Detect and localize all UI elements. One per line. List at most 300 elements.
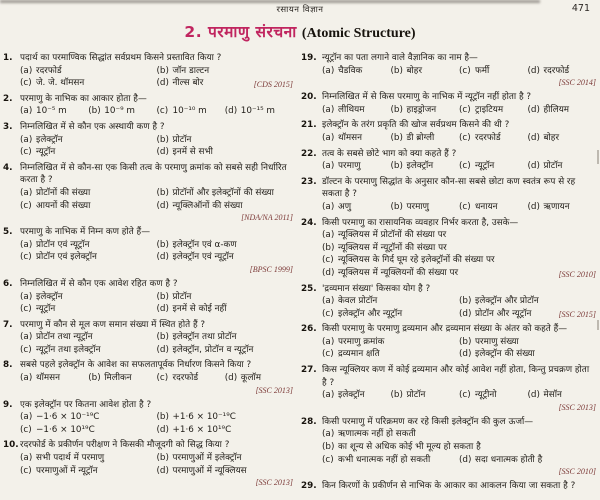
option-text: हाइड्रोजन [406,104,437,115]
option-b [157,187,294,200]
option-text: परमाणुओं में इलेक्ट्रॉन [172,453,242,464]
option-c [459,65,528,78]
question-body [322,91,596,116]
option-label: (b) [390,65,403,76]
option-label: (d) [322,267,335,278]
option-label: (a) [20,332,33,343]
question-29 [301,480,596,493]
option-d [157,424,294,437]
option-label: (b) [390,104,403,115]
options [322,104,596,117]
question-text: किसी परमाणु के परमाणु द्रव्यमान और द्रव्यमान संख्या के अंतर को कहते हैं— [322,324,568,335]
option-text: इनमें से सभी [172,147,213,158]
option-text: फर्मी [475,65,490,76]
question-number: 3. [3,121,13,132]
scan-artifact-edge [597,150,599,164]
question-number: 20. [301,92,317,103]
question-body [322,176,596,214]
option-text: सदा धनात्मक होती है [475,454,543,465]
option-label: (c) [459,390,471,401]
question-body [20,226,293,275]
option-label: (b) [156,239,169,250]
option-c [20,200,157,213]
question-number: 28. [301,416,317,427]
option-a [322,336,459,349]
option-label: (a) [322,132,335,143]
option-b [322,441,596,454]
option-text: इलेक्ट्रॉन [406,161,434,172]
question-body [322,119,596,144]
question-body [20,399,293,437]
exam-source-tag: [CDS 2015] [253,79,293,89]
option-b [391,104,460,117]
question-body [322,148,596,173]
option-a [20,331,157,344]
question-text: किसी परमाणु का रासायनिक व्यवहार निर्भर करता है, उसके— [322,217,519,228]
question-23 [301,176,596,214]
question-body [20,439,293,488]
option-a [322,160,391,173]
option-label: (d) [156,200,169,211]
option-c [20,424,157,437]
option-label: (d) [224,373,238,384]
option-text: −1·6 × 10⁻¹⁹C [36,412,100,423]
option-label: (b) [88,373,101,384]
option-b [391,389,460,402]
exam-source-tag: [SSC 2013] [255,385,293,395]
option-label: (a) [322,104,335,115]
option-text: थॉमसन [338,132,362,143]
option-label: (a) [322,230,335,241]
option-text: इलेक्ट्रॉन [36,291,63,302]
options [322,336,596,361]
question-number: 7. [3,319,13,330]
option-c [322,348,459,361]
exam-source-tag: [SSC 2010] [558,269,596,279]
question-number: 26. [301,324,317,335]
option-b [157,411,294,424]
option-text: न्यूट्रॉन [36,304,56,315]
option-label: (a) [20,239,33,250]
question-columns [0,50,600,496]
option-label: (c) [322,349,334,360]
question-text: रदरफोर्ड के प्रकीर्णन परीक्षण ने किसकी मौजूदगी को सिद्ध किया ? [20,440,230,451]
page-number: 471 [571,3,590,14]
option-d [322,267,596,280]
option-c [459,132,528,145]
option-text: न्यूट्रॉन [36,147,56,158]
question-text: परमाणु के नाभिक में निम्न कण होते हैं— [20,227,151,238]
option-text: न्यूक्लियस में प्रोटॉनों की संख्या पर [338,230,447,241]
option-text: इलेक्ट्रॉन [36,134,63,145]
option-text: प्रोटॉनों की संख्या [36,187,91,198]
options [20,291,293,316]
question-number: 10. [3,440,19,451]
question-body [20,359,293,395]
option-b [157,452,294,465]
option-text: 10⁻⁹ m [104,106,135,117]
option-label: (d) [459,454,472,465]
option-a [20,65,157,78]
option-text: थॉमसन [36,373,60,384]
option-a [20,452,157,465]
option-d [157,465,294,478]
option-text: प्रोटॉन [543,161,563,172]
option-c [459,201,528,214]
question-text: तत्व के सबसे छोटे भाग को क्या कहते हैं ? [322,148,457,159]
option-label: (b) [459,336,472,347]
option-label: (c) [459,132,471,143]
question-25 [301,283,596,321]
option-label: (d) [156,424,169,435]
option-a [322,132,391,145]
options [322,229,596,279]
option-label: (a) [20,134,33,145]
option-b [157,239,294,252]
option-a [322,229,596,242]
option-text: बोहर [406,65,423,76]
option-label: (a) [322,65,335,76]
option-text: रदरफोर्ड [543,65,570,76]
question-body [20,319,293,357]
option-text: +1·6 × 10¹⁹C [172,424,232,435]
exam-source-tag: [SSC 2015] [558,310,596,320]
exam-source-tag: [SSC 2013] [255,478,293,488]
options [20,239,293,264]
question-number: 25. [301,283,317,294]
option-text: −1·6 × 10¹⁹C [36,424,95,435]
option-b [391,132,460,145]
options [20,187,293,212]
chapter-title-english: (Atomic Structure) [301,26,416,41]
option-text: द्रव्यमान क्षति [338,349,380,360]
options [322,389,596,402]
option-text: प्रोटॉन [406,390,426,401]
question-text: निम्नलिखित में से कौन एक आवेश रहित कण है ? [20,278,178,289]
option-label: (c) [20,424,32,435]
option-b [157,331,294,344]
question-text: निम्नलिखित में से किस परमाणु के नाभिक में न्यूट्रॉन नहीं होता है ? [322,92,532,103]
options [20,331,293,356]
option-text: इलेक्ट्रॉन एवं α-कण [172,239,237,250]
question-number: 29. [301,481,317,492]
options [322,295,596,320]
option-text: न्यूक्लियस के गिर्द घूम रहे इलेक्ट्रॉनों की संख्या पर [338,255,495,266]
option-text: का शून्य से अधिक कोई भी मूल्य हो सकता है [338,442,481,453]
question-20 [301,91,596,116]
option-a [20,239,157,252]
option-label: (a) [322,336,335,347]
option-text: ऋणात्मक नहीं हो सकती [338,429,416,440]
option-label: (b) [156,291,169,302]
option-label: (d) [527,104,540,115]
option-label: (c) [20,252,32,263]
option-text: इलेक्ट्रॉन की संख्या [475,349,535,360]
question-1 [3,52,293,90]
option-d [459,348,596,361]
options [20,452,293,477]
option-text: कभी धनात्मक नहीं हो सकती [338,454,431,465]
option-b [88,372,156,385]
scan-artifact-edge [597,320,599,330]
options [322,132,596,145]
option-d [157,200,294,213]
question-text: परमाणु के नाभिक का आकार होता है— [20,93,147,104]
exam-source-tag: [BPSC 1999] [249,264,293,274]
page-header [0,0,600,17]
option-label: (c) [20,78,32,89]
option-label: (c) [156,373,169,384]
question-22 [301,148,596,173]
option-b [459,336,596,349]
option-d [528,160,597,173]
option-label: (c) [322,255,334,266]
question-8 [3,359,293,395]
option-text: परमाणु [338,161,361,172]
option-text: न्यूक्लियस में न्यूक्लियनों की संख्या पर [338,267,459,278]
option-c [157,105,225,118]
question-body [322,52,596,88]
question-text: निम्नलिखित में से कौन-सा एक किसी तत्व के परमाणु क्रमांक को सबसे सही निर्धारित करता है ? [20,162,287,186]
option-a [20,187,157,200]
option-text: प्रोटॉनों और इलेक्ट्रॉनों की संख्या [172,187,274,198]
question-number: 6. [3,278,13,289]
question-body [322,364,596,413]
option-text: परमाणु संख्या [475,336,519,347]
question-9 [3,399,293,437]
option-a [322,201,391,214]
option-text: लीथियम [338,104,365,115]
option-label: (b) [390,390,403,401]
options [322,428,596,466]
option-d [225,105,293,118]
option-label: (d) [224,106,238,117]
option-b [157,65,294,78]
option-text: रदरफोर्ड [36,65,62,76]
option-label: (d) [527,65,540,76]
question-4 [3,162,293,223]
option-d [528,132,597,145]
option-label: (a) [20,453,33,464]
option-label: (b) [156,412,169,423]
option-label: (c) [459,65,471,76]
option-text: प्रोटॉन एवं न्यूट्रॉन [36,239,90,250]
question-number: 23. [301,176,317,187]
question-2 [3,93,293,118]
question-number: 27. [301,365,317,376]
option-d [528,65,597,78]
question-number: 19. [301,53,317,63]
question-body [322,283,596,321]
question-6 [3,278,293,316]
options [20,65,293,90]
option-c [459,389,528,402]
question-text: परमाणु में कौन से मूल कण समान संख्या में स्थित होते हैं ? [20,319,206,330]
question-10 [3,439,293,488]
option-c [20,344,157,357]
option-text: प्रोटॉन [172,291,192,302]
option-label: (c) [20,344,32,355]
option-text: 10⁻¹⁵ m [240,106,276,117]
option-c [459,104,528,117]
question-number: 22. [301,148,317,159]
option-label: (a) [20,373,33,384]
option-b [391,201,460,214]
question-text: डॉल्टन के परमाणु सिद्धांत के अनुसार कौन-सा सबसे छोटा कण स्वतंत्र रूप से रह सकता है ? [322,176,576,200]
option-label: (c) [20,200,32,211]
option-text: हीलियम [543,104,570,115]
question-28 [301,416,596,477]
option-label: (a) [322,161,335,172]
options [20,134,293,159]
option-text: आयनों की संख्या [36,200,91,211]
option-a [20,411,157,424]
question-number: 4. [3,162,13,173]
option-label: (b) [322,242,335,253]
option-d [225,372,293,385]
question-text: न्यूट्रॉन का पता लगाने वाले वैज्ञानिक का नाम है— [322,53,478,63]
option-text: न्यूक्लिऑनों की संख्या [172,200,243,211]
exam-source-tag: [SSC 2010] [558,467,596,477]
option-label: (c) [459,104,471,115]
question-text: किन किरणों के प्रकीर्णन से नाभिक के आकार का आकलन किया जा सकता है ? [322,481,576,492]
option-label: (a) [20,291,33,302]
question-number: 9. [3,399,13,410]
option-text: डी ब्रोग्ली [406,132,435,143]
question-number: 5. [3,227,13,238]
option-label: (b) [156,134,169,145]
option-label: (b) [156,332,169,343]
option-d [157,146,294,159]
option-text: परमाणु [406,201,429,212]
option-b [157,134,294,147]
option-label: (b) [390,161,403,172]
options [20,372,293,385]
option-c [20,465,157,478]
option-label: (a) [20,106,33,117]
question-27 [301,364,596,413]
left-column [3,52,293,496]
exam-source-tag: [NDA/NA 2011] [241,213,293,223]
option-text: इनमें से कोई नहीं [172,304,227,315]
question-body [20,121,293,159]
option-text: मेसॉन [543,390,562,401]
question-body [322,217,596,280]
option-label: (d) [527,390,540,401]
option-d [157,303,294,316]
option-a [322,428,596,441]
question-number: 24. [301,217,317,228]
option-d [528,389,597,402]
option-text: केवल प्रोटॉन [338,296,378,307]
option-text: इलेक्ट्रॉन और न्यूट्रॉन [338,308,403,319]
question-text: किस न्यूक्लियर कण में कोई द्रव्यमान और कोई आवेश नहीं होता, किन्तु प्रचक्रण होता है ? [322,365,590,388]
option-label: (b) [459,296,472,307]
options [322,65,596,78]
option-d [528,104,597,117]
chapter-title [0,23,600,43]
option-c [459,160,528,173]
header-subject: रसायन विज्ञान [276,5,324,15]
option-text: न्यूक्लियस में न्यूट्रॉनों की संख्या पर [338,242,447,253]
option-text: धनायन [475,201,498,212]
option-d [459,454,596,467]
option-d [157,344,294,357]
question-19 [301,52,596,88]
option-label: (d) [527,161,540,172]
option-text: प्रोटॉन एवं इलेक्ट्रॉन [36,252,97,263]
options [20,411,293,436]
option-text: नील्स बोर [172,78,204,89]
option-label: (b) [390,201,403,212]
option-text: मिलीकन [104,373,132,384]
option-c [20,251,157,264]
chapter-title-hindi: 2. परमाणु संरचना [184,23,297,41]
question-number: 8. [3,360,13,371]
option-label: (d) [156,304,169,315]
option-text: कूलॉम [240,373,262,384]
option-label: (a) [322,390,335,401]
question-text: पदार्थ का परमाण्विक सिद्धांत सर्वप्रथम किसने प्रस्तावित किया ? [20,53,222,63]
option-label: (d) [156,344,169,355]
option-label: (b) [88,106,101,117]
option-a [20,372,88,385]
option-label: (d) [527,201,540,212]
option-label: (c) [20,304,32,315]
option-label: (b) [322,442,335,453]
option-text: अणु [338,201,352,212]
question-3 [3,121,293,159]
question-number: 1. [3,53,13,63]
option-b [88,105,156,118]
question-text: सबसे पहले इलेक्ट्रॉन के आवेश का सफलतापूर्वक निर्धारण किसने किया ? [20,360,252,371]
option-text: इलेक्ट्रॉन एवं न्यूट्रॉन [172,252,234,263]
option-label: (a) [322,201,335,212]
option-c [20,146,157,159]
option-label: (a) [20,65,33,76]
option-b [459,295,596,308]
option-text: ऋणायन [543,201,570,212]
option-label: (c) [459,161,471,172]
option-a [20,134,157,147]
question-number: 21. [301,120,317,131]
option-text: जॉन डाल्टन [172,65,210,76]
options [322,201,596,214]
options [322,160,596,173]
option-text: परमाणुओं में न्यूट्रॉन [36,465,98,476]
question-body [20,52,293,90]
option-label: (a) [20,187,33,198]
option-text: परमाणुओं में न्यूक्लियस [172,465,247,476]
option-text: न्यूट्रॉन [475,161,495,172]
option-label: (c) [322,454,334,465]
option-label: (a) [20,412,33,423]
option-c [157,372,225,385]
option-a [322,65,391,78]
question-body [322,480,596,493]
question-21 [301,119,596,144]
option-c [20,77,157,90]
option-c [20,303,157,316]
option-text: बोहर [543,132,560,143]
option-label: (c) [20,147,32,158]
question-body [20,93,293,118]
option-text: सभी पदार्थ में परमाणु [36,453,105,464]
option-label: (c) [459,201,471,212]
option-label: (d) [459,308,472,319]
option-text: 10⁻¹⁰ m [172,106,207,117]
option-text: प्रोटॉन [172,134,192,145]
